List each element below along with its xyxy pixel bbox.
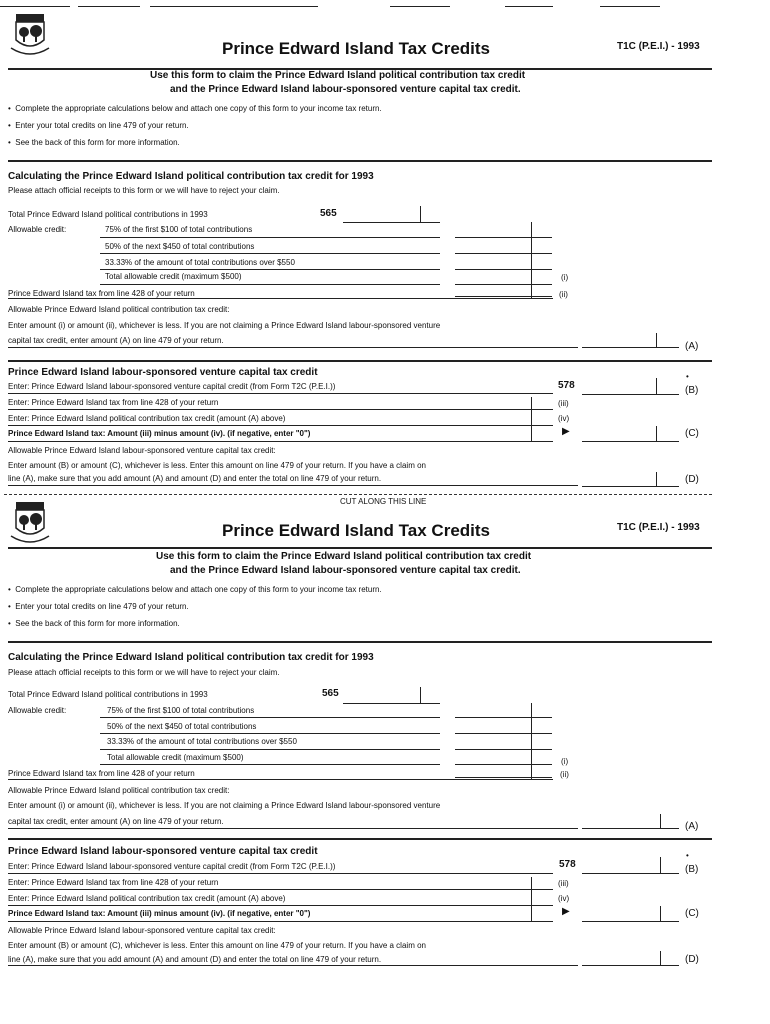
- form-title: Prince Edward Island Tax Credits: [222, 39, 490, 58]
- labour-political-credit-line: Enter: Prince Edward Island political contribution tax credit (amount (A) above): [8, 894, 286, 903]
- line-code-565: 565: [320, 208, 337, 219]
- line-code-578: 578: [559, 859, 576, 870]
- line-code-578: 578: [558, 380, 575, 391]
- amount-a-field[interactable]: [582, 347, 679, 348]
- pei-crest-logo: [8, 12, 52, 60]
- mark-iii: (iii): [558, 399, 569, 408]
- amount-iv-field[interactable]: [455, 425, 552, 426]
- labour-pei-tax-line: Prince Edward Island tax: Amount (iii) minus amount (iv). (if negative, enter "0"): [8, 429, 311, 438]
- political-enter-instruction-1: Enter amount (i) or amount (ii), whichever is less. If you are not claiming a Prince Edward Island labour-sponsored venture: [8, 321, 441, 330]
- total-contributions-label: Total Prince Edward Island political contributions in 1993: [8, 690, 208, 699]
- form-number: T1C (P.E.I.) - 1993: [617, 522, 700, 533]
- mark-ii: (ii): [560, 770, 569, 779]
- dot-mark: •: [686, 851, 689, 860]
- mark-iii: (iii): [558, 879, 569, 888]
- amount-b-field[interactable]: [582, 873, 679, 874]
- labour-tax-line-428: Enter: Prince Edward Island tax from line 428 of your return: [8, 398, 219, 407]
- amount-b-field[interactable]: [582, 394, 679, 395]
- instruction-bullet: • Enter your total credits on line 479 of your return.: [8, 121, 189, 130]
- labour-venture-credit-line: Enter: Prince Edward Island labour-sponsored venture capital credit (from Form T2C (P.E.I.)): [8, 862, 336, 871]
- political-section-heading: Calculating the Prince Edward Island political contribution tax credit for 1993: [8, 171, 374, 182]
- credit-50-field[interactable]: [455, 733, 552, 734]
- form-subtitle-2: and the Prince Edward Island labour-sponsored venture capital tax credit.: [170, 84, 521, 95]
- labour-venture-credit-line: Enter: Prince Edward Island labour-sponsored venture capital credit (from Form T2C (P.E.I.)): [8, 382, 336, 391]
- instruction-bullet: • Complete the appropriate calculations below and attach one copy of this form to your income tax return.: [8, 585, 382, 594]
- amount-c-field[interactable]: [582, 921, 679, 922]
- credit-row-3333: 33.33% of the amount of total contributions over $550: [105, 258, 295, 267]
- pei-tax-line-428: Prince Edward Island tax from line 428 of your return: [8, 289, 195, 298]
- credit-total-field-i[interactable]: [455, 764, 552, 765]
- arrow-right-icon: ▶: [562, 426, 570, 437]
- dot-mark: •: [686, 372, 689, 381]
- political-receipt-note: Please attach official receipts to this form or we will have to reject your claim.: [8, 668, 280, 677]
- political-receipt-note: Please attach official receipts to this form or we will have to reject your claim.: [8, 186, 280, 195]
- credit-75-field[interactable]: [455, 717, 552, 718]
- form-title: Prince Edward Island Tax Credits: [222, 521, 490, 540]
- labour-pei-tax-line: Prince Edward Island tax: Amount (iii) minus amount (iv). (if negative, enter "0"): [8, 909, 311, 918]
- mark-a: (A): [685, 341, 699, 352]
- political-section-heading: Calculating the Prince Edward Island political contribution tax credit for 1993: [8, 652, 374, 663]
- total-contributions-field[interactable]: [343, 703, 440, 704]
- pei-crest-logo: [8, 500, 52, 548]
- allowable-political-credit-text: Allowable Prince Edward Island political contribution tax credit:: [8, 305, 230, 314]
- line-code-565: 565: [322, 688, 339, 699]
- credit-row-total: Total allowable credit (maximum $500): [105, 272, 242, 281]
- pei-tax-field-ii[interactable]: [455, 296, 552, 297]
- cut-along-label: CUT ALONG THIS LINE: [340, 497, 427, 506]
- credit-row-75: 75% of the first $100 of total contributions: [107, 706, 255, 715]
- mark-ii: (ii): [559, 290, 568, 299]
- amount-iii-field[interactable]: [455, 889, 552, 890]
- instruction-bullet: • Enter your total credits on line 479 of your return.: [8, 602, 189, 611]
- mark-iv: (iv): [558, 414, 570, 423]
- labour-tax-line-428: Enter: Prince Edward Island tax from line 428 of your return: [8, 878, 219, 887]
- form-subtitle-1: Use this form to claim the Prince Edward Island political contribution tax credit: [150, 70, 526, 81]
- credit-50-field[interactable]: [455, 253, 552, 254]
- amount-iii-minus-iv-field[interactable]: [455, 441, 552, 442]
- mark-b: (B): [685, 385, 699, 396]
- pei-tax-field-ii[interactable]: [455, 777, 552, 778]
- mark-iv: (iv): [558, 894, 570, 903]
- amount-d-field[interactable]: [582, 965, 679, 966]
- labour-section-heading: Prince Edward Island labour-sponsored venture capital tax credit: [8, 367, 318, 378]
- credit-3333-field[interactable]: [455, 269, 552, 270]
- labour-enter-instruction-1: Enter amount (B) or amount (C), whichever is less. Enter this amount on line 479 of your return. If you have a claim on: [8, 941, 426, 950]
- credit-row-50: 50% of the next $450 of total contributions: [107, 722, 257, 731]
- credit-row-total: Total allowable credit (maximum $500): [107, 753, 244, 762]
- mark-a: (A): [685, 821, 699, 832]
- amount-c-field[interactable]: [582, 441, 679, 442]
- credit-75-field[interactable]: [455, 237, 552, 238]
- mark-d: (D): [685, 954, 699, 965]
- allowable-credit-label: Allowable credit:: [8, 706, 67, 715]
- instruction-bullet: • Complete the appropriate calculations below and attach one copy of this form to your income tax return.: [8, 104, 382, 113]
- mark-d: (D): [685, 474, 699, 485]
- form-copy-bottom: [0, 466, 770, 966]
- amount-a-field[interactable]: [582, 828, 679, 829]
- allowable-political-credit-text: Allowable Prince Edward Island political contribution tax credit:: [8, 786, 230, 795]
- credit-total-field-i[interactable]: [455, 284, 552, 285]
- mark-c: (C): [685, 908, 699, 919]
- mark-i: (i): [561, 273, 569, 282]
- amount-iii-minus-iv-field[interactable]: [455, 921, 552, 922]
- mark-b: (B): [685, 864, 699, 875]
- mark-i: (i): [561, 757, 569, 766]
- arrow-right-icon: ▶: [562, 906, 570, 917]
- labour-enter-instruction-2: line (A), make sure that you add amount (A) and amount (D) and enter the total on line 479 of your return.: [8, 955, 382, 964]
- political-enter-instruction-2: capital tax credit, enter amount (A) on line 479 of your return.: [8, 817, 224, 826]
- pei-tax-line-428: Prince Edward Island tax from line 428 of your return: [8, 769, 195, 778]
- form-number: T1C (P.E.I.) - 1993: [617, 41, 700, 52]
- credit-row-75: 75% of the first $100 of total contributions: [105, 225, 253, 234]
- labour-section-heading: Prince Edward Island labour-sponsored venture capital tax credit: [8, 846, 318, 857]
- labour-enter-instruction-1: Enter amount (B) or amount (C), whichever is less. Enter this amount on line 479 of your return. If you have a claim on: [8, 461, 426, 470]
- labour-political-credit-line: Enter: Prince Edward Island political contribution tax credit (amount (A) above): [8, 414, 286, 423]
- mark-c: (C): [685, 428, 699, 439]
- labour-enter-instruction-2: line (A), make sure that you add amount (A) and amount (D) and enter the total on line 479 of your return.: [8, 474, 382, 483]
- credit-3333-field[interactable]: [455, 749, 552, 750]
- allowable-labour-credit-text: Allowable Prince Edward Island labour-sponsored venture capital tax credit:: [8, 926, 276, 935]
- amount-iii-field[interactable]: [455, 409, 552, 410]
- credit-row-3333: 33.33% of the amount of total contributions over $550: [107, 737, 297, 746]
- total-contributions-label: Total Prince Edward Island political contributions in 1993: [8, 210, 208, 219]
- form-copy-top: [0, 0, 770, 500]
- amount-iv-field[interactable]: [455, 905, 552, 906]
- political-enter-instruction-1: Enter amount (i) or amount (ii), whichever is less. If you are not claiming a Prince Edward Island labour-sponsored venture: [8, 801, 441, 810]
- allowable-labour-credit-text: Allowable Prince Edward Island labour-sponsored venture capital tax credit:: [8, 446, 276, 455]
- instruction-bullet: • See the back of this form for more information.: [8, 138, 180, 147]
- form-subtitle-1: Use this form to claim the Prince Edward Island political contribution tax credit: [156, 551, 532, 562]
- total-contributions-field[interactable]: [343, 222, 440, 223]
- political-enter-instruction-2: capital tax credit, enter amount (A) on line 479 of your return.: [8, 336, 224, 345]
- form-subtitle-2: and the Prince Edward Island labour-sponsored venture capital tax credit.: [170, 565, 521, 576]
- credit-row-50: 50% of the next $450 of total contributions: [105, 242, 255, 251]
- allowable-credit-label: Allowable credit:: [8, 225, 67, 234]
- instruction-bullet: • See the back of this form for more information.: [8, 619, 180, 628]
